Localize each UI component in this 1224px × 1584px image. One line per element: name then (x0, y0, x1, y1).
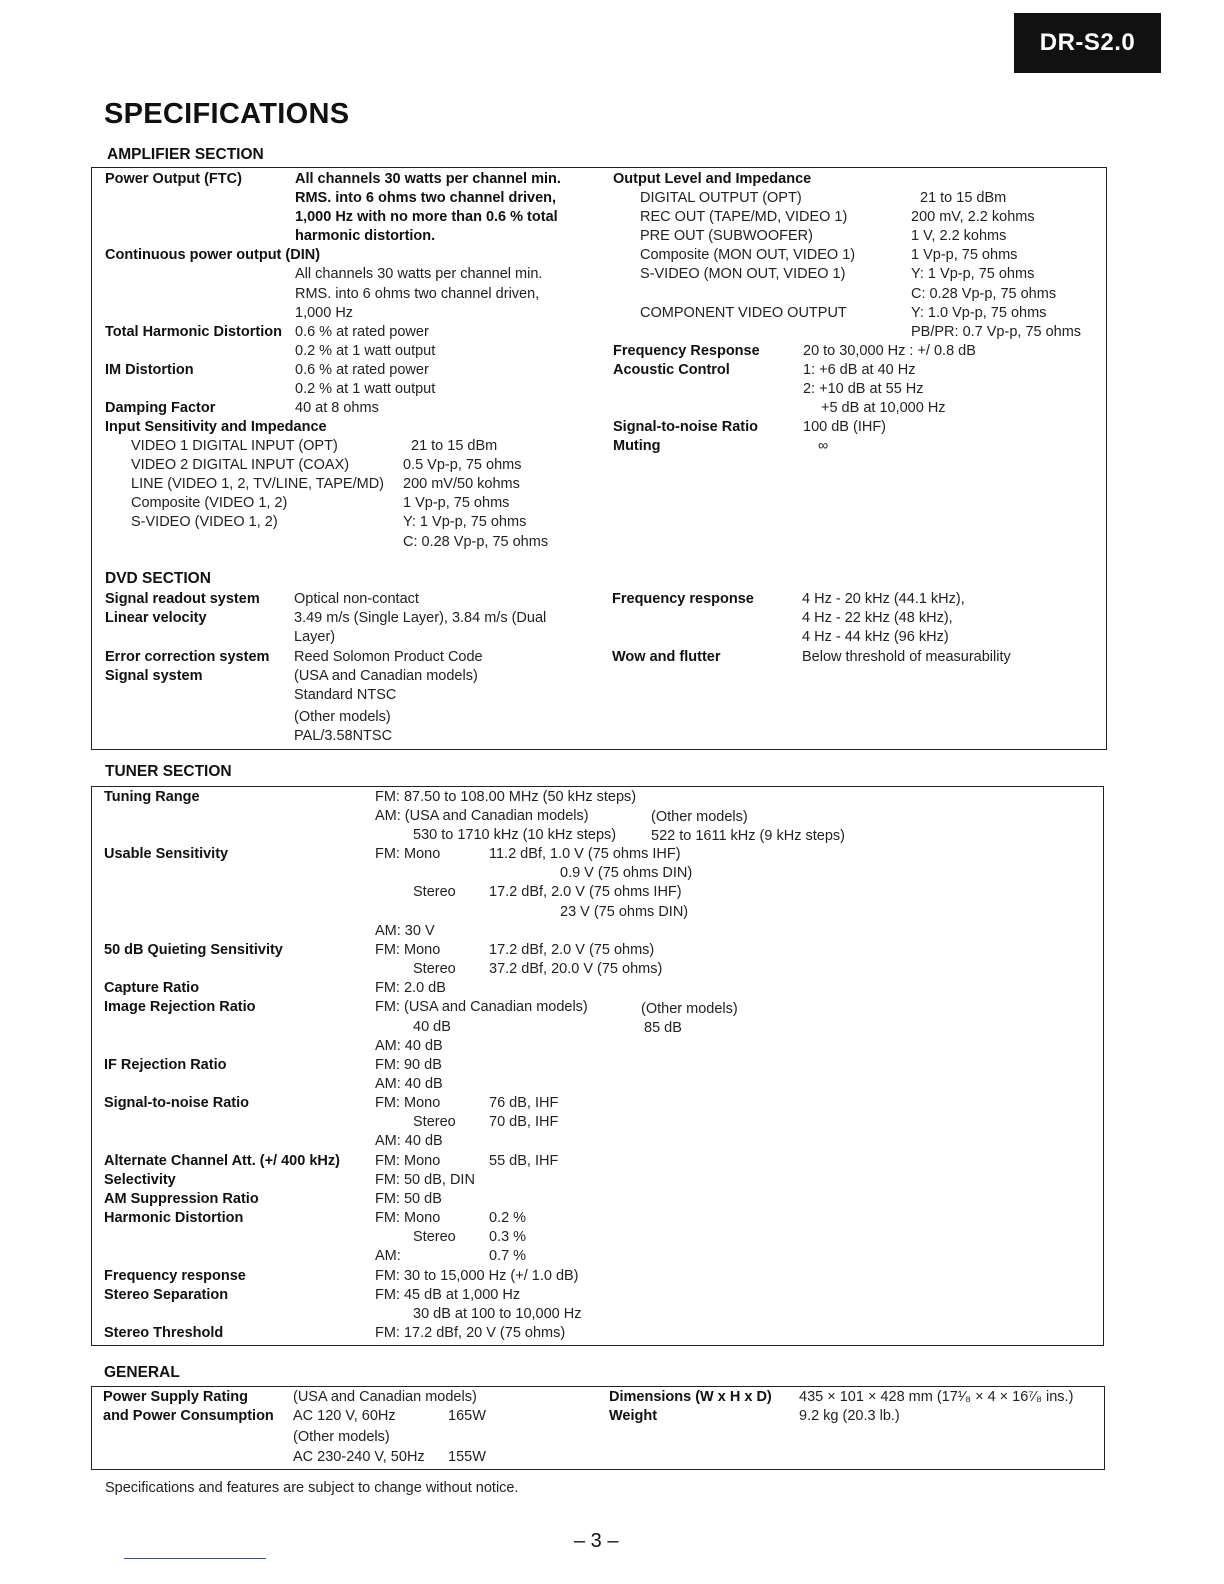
amp-spec-label: Acoustic Control (613, 362, 730, 378)
dvd-spec-value: 4 Hz - 20 kHz (44.1 kHz), (802, 591, 965, 607)
dvd-spec-label: Signal readout system (105, 591, 260, 607)
amp-spec-value: 40 at 8 ohms (295, 400, 379, 416)
tuner-spec-label: 50 dB Quieting Sensitivity (104, 942, 283, 958)
amp-spec-value: ∞ (818, 438, 829, 454)
dvd-spec-value: 4 Hz - 22 kHz (48 kHz), (802, 610, 953, 626)
general-spec-label: Dimensions (W x H x D) (609, 1389, 772, 1405)
tuner-spec-value: FM: 30 to 15,000 Hz (+/ 1.0 dB) (375, 1268, 579, 1284)
amp-spec-label: harmonic distortion. (295, 228, 436, 244)
amp-spec-value: 0.6 % at rated power (295, 362, 429, 378)
amp-spec-value: Y: 1 Vp-p, 75 ohms (403, 514, 527, 530)
dvd-spec-label: Signal system (105, 668, 203, 684)
tuner-spec-value: 0.7 % (489, 1248, 527, 1264)
general-spec-value: AC 230-240 V, 50Hz (293, 1449, 425, 1465)
amp-spec-label: All channels 30 watts per channel min. (295, 171, 561, 187)
tuner-spec-value: AM: 30 V (375, 923, 435, 939)
amp-spec-label: Signal-to-noise Ratio (613, 419, 758, 435)
dvd-section-heading: DVD SECTION (105, 570, 211, 587)
amp-spec-value: 1 V, 2.2 kohms (911, 228, 1007, 244)
tuner-spec-value: 0.2 % (489, 1210, 527, 1226)
dvd-spec-label: Error correction system (105, 649, 270, 665)
amp-spec-value: 100 dB (IHF) (803, 419, 886, 435)
dvd-spec-value: Reed Solomon Product Code (294, 649, 483, 665)
amp-spec-value: 1 Vp-p, 75 ohms (911, 247, 1018, 263)
amp-spec-value: REC OUT (TAPE/MD, VIDEO 1) (640, 209, 848, 225)
amp-spec-label: Input Sensitivity and Impedance (105, 419, 327, 435)
tuner-spec-value: Stereo (413, 1114, 456, 1130)
amp-spec-value: PRE OUT (SUBWOOFER) (640, 228, 813, 244)
amp-spec-value: 0.5 Vp-p, 75 ohms (403, 457, 522, 473)
amp-spec-value: Composite (VIDEO 1, 2) (131, 495, 288, 511)
general-spec-value: 155W (448, 1449, 486, 1465)
tuner-spec-label: Stereo Separation (104, 1287, 229, 1303)
amp-spec-label: Power Output (FTC) (105, 171, 242, 187)
amp-spec-label: Muting (613, 438, 661, 454)
tuner-spec-value: FM: 17.2 dBf, 20 V (75 ohms) (375, 1325, 566, 1341)
tuner-spec-label: Frequency response (104, 1268, 246, 1284)
tuner-spec-value: FM: Mono (375, 846, 441, 862)
tuner-spec-value: AM: (USA and Canadian models) (375, 808, 589, 824)
tuner-spec-value: FM: 87.50 to 108.00 MHz (50 kHz steps) (375, 789, 637, 805)
general-section-heading: GENERAL (104, 1364, 180, 1381)
footnote: Specifications and features are subject to change without notice. (105, 1480, 519, 1496)
tuner-spec-value: FM: 90 dB (375, 1057, 442, 1073)
amp-spec-value: 1,000 Hz (295, 305, 354, 321)
general-spec-label: Weight (609, 1408, 658, 1424)
amp-spec-label: Total Harmonic Distortion (105, 324, 282, 340)
tuner-spec-value: 40 dB (413, 1019, 451, 1035)
tuner-spec-value: 17.2 dBf, 2.0 V (75 ohms IHF) (489, 884, 682, 900)
amp-spec-value: PB/PR: 0.7 Vp-p, 75 ohms (911, 324, 1082, 340)
tuner-section-heading: TUNER SECTION (105, 763, 232, 780)
amp-spec-value: 0.2 % at 1 watt output (295, 343, 436, 359)
dvd-spec-value: Optical non-contact (294, 591, 419, 607)
amp-spec-value: +5 dB at 10,000 Hz (821, 400, 946, 416)
amp-spec-value: 1 Vp-p, 75 ohms (403, 495, 510, 511)
amp-spec-value: 20 to 30,000 Hz : +/ 0.8 dB (803, 343, 976, 359)
tuner-spec-value: 0.9 V (75 ohms DIN) (560, 865, 693, 881)
tuner-spec-value: FM: Mono (375, 942, 441, 958)
amp-spec-label: 1,000 Hz with no more than 0.6 % total (295, 209, 558, 225)
amp-spec-value: 0.6 % at rated power (295, 324, 429, 340)
page-number: – 3 – (574, 1530, 619, 1552)
tuner-spec-value: 23 V (75 ohms DIN) (560, 904, 689, 920)
tuner-spec-label: Usable Sensitivity (104, 846, 229, 862)
amp-spec-value: 1: +6 dB at 40 Hz (803, 362, 916, 378)
dvd-spec-label: Linear velocity (105, 610, 207, 626)
tuner-spec-value: 522 to 1611 kHz (9 kHz steps) (651, 828, 845, 844)
dvd-spec-label: Frequency response (612, 591, 754, 607)
amp-spec-value: S-VIDEO (MON OUT, VIDEO 1) (640, 266, 846, 282)
dvd-spec-value: PAL/3.58NTSC (294, 728, 393, 744)
tuner-spec-value: (Other models) (651, 809, 748, 825)
tuner-spec-value: Stereo (413, 961, 456, 977)
amp-spec-value: LINE (VIDEO 1, 2, TV/LINE, TAPE/MD) (131, 476, 385, 492)
general-spec-value: 435 × 101 × 428 mm (17¹⁄₈ × 4 × 16⁷⁄₈ ins.) (799, 1389, 1074, 1405)
general-spec-value: 165W (448, 1408, 486, 1424)
tuner-spec-value: 11.2 dBf, 1.0 V (75 ohms IHF) (489, 846, 681, 862)
amp-spec-value: 200 mV/50 kohms (403, 476, 520, 492)
amp-spec-label: Continuous power output (DIN) (105, 247, 321, 263)
tuner-spec-label: Selectivity (104, 1172, 176, 1188)
dvd-spec-value: 3.49 m/s (Single Layer), 3.84 m/s (Dual (294, 610, 547, 626)
tuner-spec-value: AM: 40 dB (375, 1038, 443, 1054)
tuner-spec-value: FM: Mono (375, 1153, 441, 1169)
amp-spec-value: C: 0.28 Vp-p, 75 ohms (403, 534, 549, 550)
bottom-rule (124, 1558, 266, 1559)
tuner-spec-label: Stereo Threshold (104, 1325, 224, 1341)
tuner-spec-value: FM: Mono (375, 1095, 441, 1111)
amp-spec-value: 200 mV, 2.2 kohms (911, 209, 1035, 225)
amp-spec-label: RMS. into 6 ohms two channel driven, (295, 190, 557, 206)
model-badge (1014, 13, 1161, 73)
page-title: SPECIFICATIONS (104, 98, 350, 130)
amp-spec-label: Output Level and Impedance (613, 171, 812, 187)
amp-spec-value: VIDEO 1 DIGITAL INPUT (OPT) (131, 438, 338, 454)
amp-spec-value: S-VIDEO (VIDEO 1, 2) (131, 514, 278, 530)
amp-spec-value: 2: +10 dB at 55 Hz (803, 381, 924, 397)
amp-spec-value: COMPONENT VIDEO OUTPUT (640, 305, 847, 321)
amp-spec-label: Damping Factor (105, 400, 216, 416)
tuner-spec-label: Image Rejection Ratio (104, 999, 256, 1015)
amp-spec-value: 0.2 % at 1 watt output (295, 381, 436, 397)
tuner-spec-label: Signal-to-noise Ratio (104, 1095, 249, 1111)
tuner-spec-label: IF Rejection Ratio (104, 1057, 227, 1073)
general-spec-value: (Other models) (293, 1429, 390, 1445)
tuner-spec-value: AM: 40 dB (375, 1133, 443, 1149)
amp-spec-value: 21 to 15 dBm (920, 190, 1007, 206)
tuner-spec-value: AM: 40 dB (375, 1076, 443, 1092)
tuner-spec-label: AM Suppression Ratio (104, 1191, 259, 1207)
tuner-spec-value: 70 dB, IHF (489, 1114, 559, 1130)
tuner-spec-value: 85 dB (644, 1020, 682, 1036)
tuner-spec-value: FM: Mono (375, 1210, 441, 1226)
tuner-spec-value: Stereo (413, 884, 456, 900)
tuner-spec-value: 55 dB, IHF (489, 1153, 559, 1169)
amp-spec-value: Y: 1.0 Vp-p, 75 ohms (911, 305, 1047, 321)
general-spec-label: and Power Consumption (103, 1408, 274, 1424)
amp-spec-label: Frequency Response (613, 343, 760, 359)
tuner-spec-value: (Other models) (641, 1001, 738, 1017)
amp-spec-value: DIGITAL OUTPUT (OPT) (640, 190, 802, 206)
general-spec-label: Power Supply Rating (103, 1389, 249, 1405)
tuner-spec-value: 0.3 % (489, 1229, 527, 1245)
tuner-spec-value: FM: 50 dB, DIN (375, 1172, 475, 1188)
amp-spec-value: Composite (MON OUT, VIDEO 1) (640, 247, 856, 263)
amp-spec-value: Y: 1 Vp-p, 75 ohms (911, 266, 1035, 282)
amp-spec-value: 21 to 15 dBm (411, 438, 498, 454)
tuner-spec-label: Harmonic Distortion (104, 1210, 244, 1226)
tuner-spec-value: FM: 50 dB (375, 1191, 442, 1207)
tuner-spec-value: FM: 2.0 dB (375, 980, 446, 996)
amp-spec-value: All channels 30 watts per channel min. (295, 266, 543, 282)
general-spec-value: 9.2 kg (20.3 lb.) (799, 1408, 900, 1424)
tuner-spec-value: FM: 45 dB at 1,000 Hz (375, 1287, 521, 1303)
tuner-spec-value: AM: (375, 1248, 401, 1264)
amp-spec-value: VIDEO 2 DIGITAL INPUT (COAX) (131, 457, 350, 473)
tuner-spec-value: FM: (USA and Canadian models) (375, 999, 588, 1015)
model-badge-text: DR-S2.0 (1039, 29, 1136, 56)
tuner-spec-value: 530 to 1710 kHz (10 kHz steps) (413, 827, 617, 843)
general-spec-value: AC 120 V, 60Hz (293, 1408, 396, 1424)
amplifier-section-heading: AMPLIFIER SECTION (107, 146, 264, 163)
dvd-spec-value: Layer) (294, 629, 336, 645)
dvd-spec-value: (Other models) (294, 709, 391, 725)
dvd-spec-value: Standard NTSC (294, 687, 397, 703)
dvd-spec-value: Below threshold of measurability (802, 649, 1011, 665)
amp-spec-value: C: 0.28 Vp-p, 75 ohms (911, 286, 1057, 302)
dvd-spec-label: Wow and flutter (612, 649, 721, 665)
amp-spec-label: IM Distortion (105, 362, 194, 378)
tuner-spec-label: Alternate Channel Att. (+/ 400 kHz) (104, 1153, 340, 1169)
tuner-spec-value: 76 dB, IHF (489, 1095, 559, 1111)
general-spec-value: (USA and Canadian models) (293, 1389, 477, 1405)
dvd-spec-value: (USA and Canadian models) (294, 668, 478, 684)
tuner-spec-value: 37.2 dBf, 20.0 V (75 ohms) (489, 961, 663, 977)
tuner-spec-value: Stereo (413, 1229, 456, 1245)
tuner-spec-label: Tuning Range (104, 789, 200, 805)
dvd-spec-value: 4 Hz - 44 kHz (96 kHz) (802, 629, 949, 645)
tuner-spec-value: 17.2 dBf, 2.0 V (75 ohms) (489, 942, 655, 958)
amp-spec-value: RMS. into 6 ohms two channel driven, (295, 286, 540, 302)
tuner-spec-label: Capture Ratio (104, 980, 200, 996)
tuner-spec-value: 30 dB at 100 to 10,000 Hz (413, 1306, 582, 1322)
